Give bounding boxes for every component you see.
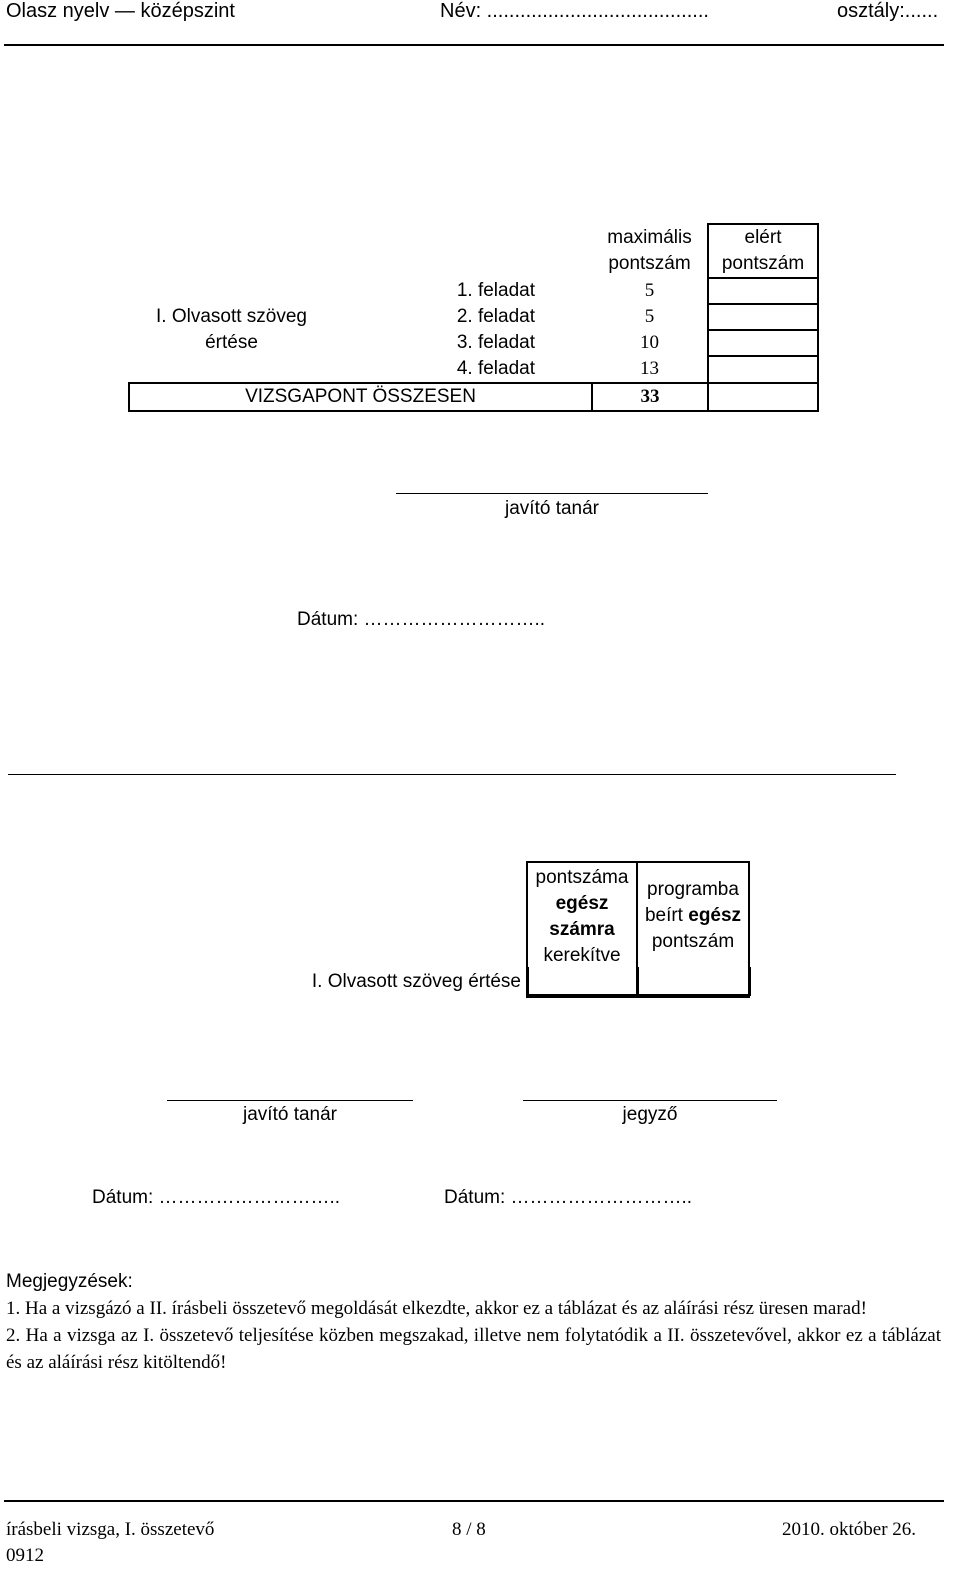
date-field-teacher: Dátum: ……………………….. [92, 1187, 341, 1208]
footer-date: 2010. október 26. [782, 1519, 917, 1540]
footer-rule [4, 1500, 944, 1502]
program-header-line: pontszám [651, 931, 735, 952]
task-reached-cell[interactable] [708, 304, 818, 330]
rounded-header-line: pontszáma [535, 867, 629, 888]
program-score-cell[interactable] [637, 967, 751, 996]
signature-line-notary [523, 1100, 777, 1101]
notes-title: Megjegyzések: [6, 1271, 133, 1292]
task-label: 3. feladat [456, 332, 535, 353]
task-label: 1. feladat [456, 280, 535, 301]
signature-label-teacher: javító tanár [505, 498, 599, 519]
task-label: 4. feladat [456, 358, 535, 379]
col-reached-header: elért pontszám [708, 224, 818, 278]
score-table-blank [129, 224, 334, 278]
note-2: 2. Ha a vizsga az I. összetevő teljesítése közben megszakad, illetve nem folytatódik a II. összetevővel, akkor ez a táblázat és az aláírási rész kitöltendő! [6, 1325, 941, 1373]
header-subject: Olasz nyelv — középszint [6, 0, 235, 22]
section-separator [8, 774, 896, 775]
program-header-word: beírt [644, 905, 689, 926]
header-rule [4, 44, 944, 46]
col-max-header: maximális pontszám [607, 227, 692, 274]
task-label: 2. feladat [456, 306, 535, 327]
signature-line [396, 493, 708, 494]
rounded-section-label: I. Olvasott szöveg értése [311, 971, 521, 992]
rounded-score-cell[interactable] [527, 967, 639, 996]
task-reached-cell[interactable] [708, 330, 818, 356]
signature-label-teacher: javító tanár [243, 1104, 337, 1125]
program-header-word: egész [688, 905, 742, 926]
program-header-line [638, 903, 748, 929]
signature-label-notary: jegyző [622, 1104, 678, 1125]
footer-page-number: 8 / 8 [452, 1519, 486, 1540]
total-label: VIZSGAPONT ÖSSZESEN [129, 383, 592, 411]
header-name-field: Név: ........................................ [440, 0, 709, 22]
note-1: 1. Ha a vizsgázó a II. írásbeli összetevő megoldását elkezdte, akkor ez a táblázat és az aláírási rész üresen marad! [6, 1298, 867, 1319]
score-table-blank [334, 224, 592, 278]
section-label: I. Olvasott szöveg értése [155, 306, 307, 353]
rounded-header-line: számra [549, 919, 615, 940]
rounded-header-line: egész [555, 893, 609, 914]
signature-line-teacher [167, 1100, 413, 1101]
task-max: 5 [644, 280, 655, 301]
task-reached-cell[interactable] [708, 356, 818, 383]
task-max: 13 [640, 358, 659, 379]
task-reached-cell[interactable] [708, 278, 818, 304]
date-field-notary: Dátum: ……………………….. [444, 1187, 693, 1208]
notes-section [6, 1268, 941, 1376]
header-class-field: osztály:...... [837, 0, 939, 22]
footer-code: 0912 [6, 1545, 44, 1566]
program-header-line: programba [647, 879, 739, 900]
total-max: 33 [592, 383, 708, 411]
rounded-header-line: kerekítve [543, 945, 621, 966]
score-table [128, 223, 819, 412]
footer-exam-type: írásbeli vizsga, I. összetevő [6, 1519, 215, 1540]
task-max: 5 [644, 306, 655, 327]
date-field: Dátum: ……………………….. [297, 609, 546, 630]
total-reached-cell[interactable] [708, 383, 818, 411]
task-max: 10 [640, 332, 659, 353]
